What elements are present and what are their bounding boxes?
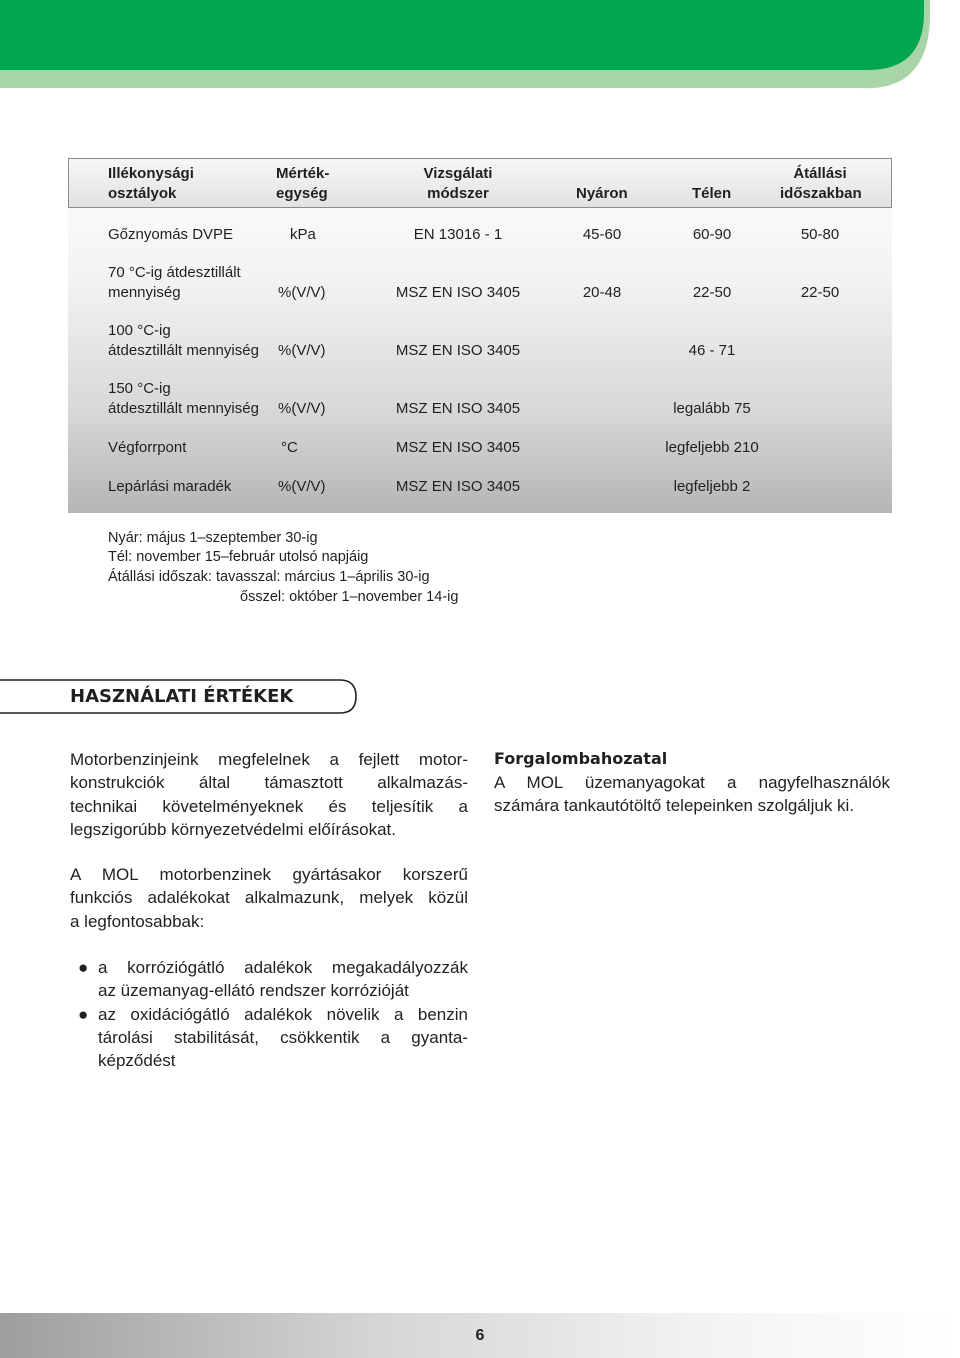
row4-unit: %(V/V)	[278, 400, 326, 417]
left-paragraph-2	[70, 863, 468, 933]
header-unit: Mérték- egység	[276, 165, 330, 202]
spec-table	[68, 158, 892, 513]
row5-combined-value: legfeljebb 210	[665, 439, 759, 456]
row1-name: Gőznyomás DVPE	[108, 226, 234, 243]
bullet-icon: ●	[78, 958, 89, 977]
row2-winter: 22-50	[692, 284, 732, 301]
paragraph-line: funkciós adalékokat alkalmazunk, melyek közül	[70, 888, 468, 908]
row2-unit: %(V/V)	[278, 284, 326, 301]
paragraph-line: konstrukciók által támasztott alkalmazás-	[70, 773, 468, 793]
note-summer: Nyár: május 1–szeptember 30-ig	[108, 530, 318, 546]
paragraph-line: technikai követelményeknek és teljesítik a	[70, 796, 468, 816]
row2-method: MSZ EN ISO 3405	[395, 284, 521, 301]
row1-winter: 60-90	[692, 226, 732, 243]
row1-transition: 50-80	[800, 226, 840, 243]
row6-combined-value: legfeljebb 2	[673, 478, 751, 495]
row5-unit: °C	[281, 439, 298, 456]
row4-combined-value: legalább 75	[673, 400, 751, 417]
bullet-icon: ●	[78, 1004, 89, 1024]
header-winter: Télen	[692, 185, 732, 202]
section-title: HASZNÁLATI ÉRTÉKEK	[70, 686, 294, 707]
header-summer: Nyáron	[576, 185, 628, 202]
row6-unit: %(V/V)	[278, 478, 326, 495]
paragraph-line: számára tankautótöltő telepeinken szolgáljuk ki.	[494, 796, 855, 816]
row1-method: EN 13016 - 1	[413, 226, 503, 243]
row3-combined-value: 46 - 71	[688, 342, 736, 359]
row4-name-line1: 150 °C-ig	[108, 380, 171, 397]
list-item-line: tárolási stabilitását, csökkentik a gyanta-	[98, 1027, 468, 1047]
left-paragraph-1	[70, 748, 468, 841]
list-item-line: képződést	[98, 1051, 176, 1071]
row3-unit: %(V/V)	[278, 342, 326, 359]
row4-method: MSZ EN ISO 3405	[395, 400, 521, 417]
row1-unit: kPa	[290, 226, 316, 243]
row2-summer: 20-48	[582, 284, 622, 301]
paragraph-line: legszigorúbb környezetvédelmi előírásokat.	[70, 819, 397, 839]
list-item	[78, 956, 468, 1003]
header-test-method: Vizsgálati módszer	[423, 165, 493, 202]
paragraph-line: a legfontosabbak:	[70, 911, 205, 931]
header-band-graphic	[0, 0, 960, 92]
row2-transition: 22-50	[800, 284, 840, 301]
row5-name: Végforrpont	[108, 439, 187, 456]
row4-name-line2: átdesztillált mennyiség	[108, 400, 259, 417]
row3-name-line2: átdesztillált mennyiség	[108, 342, 259, 359]
note-transition: Átállási időszak: tavasszal: március 1–április 30-ig	[108, 569, 430, 585]
additives-list	[78, 956, 468, 1072]
header-band	[0, 0, 960, 92]
right-column-title: Forgalombahozatal	[494, 749, 668, 768]
page-number: 6	[475, 1327, 485, 1344]
row2-name-line2: mennyiség	[108, 284, 181, 301]
row6-method: MSZ EN ISO 3405	[395, 478, 521, 495]
paragraph-line: A MOL motorbenzinek gyártásakor korszerű	[70, 865, 468, 884]
row1-summer: 45-60	[582, 226, 622, 243]
list-item-line: a korróziógátló adalékok megakadályozzák	[98, 958, 468, 977]
row5-method: MSZ EN ISO 3405	[395, 439, 521, 456]
header-transition: Átállási időszakban	[780, 165, 862, 202]
row6-name: Lepárlási maradék	[108, 478, 232, 495]
note-winter: Tél: november 15–február utolsó napjáig	[108, 549, 369, 565]
note-autumn: ősszel: október 1–november 14-ig	[240, 589, 459, 605]
list-item	[78, 1003, 468, 1073]
list-item-line: az üzemanyag-ellátó rendszer korrózióját	[98, 981, 409, 1001]
row3-method: MSZ EN ISO 3405	[395, 342, 521, 359]
right-paragraph	[494, 771, 890, 818]
row3-name-line1: 100 °C-ig	[108, 322, 171, 339]
list-item-line: az oxidációgátló adalékok növelik a benzin	[98, 1004, 468, 1024]
row2-name-line1: 70 °C-ig átdesztillált	[108, 264, 241, 281]
paragraph-line: Motorbenzinjeink megfelelnek a fejlett motor-	[70, 750, 468, 769]
header-volatility-class: Illékonysági osztályok	[108, 165, 194, 202]
paragraph-line: A MOL üzemanyagokat a nagyfelhasználók	[494, 773, 890, 792]
